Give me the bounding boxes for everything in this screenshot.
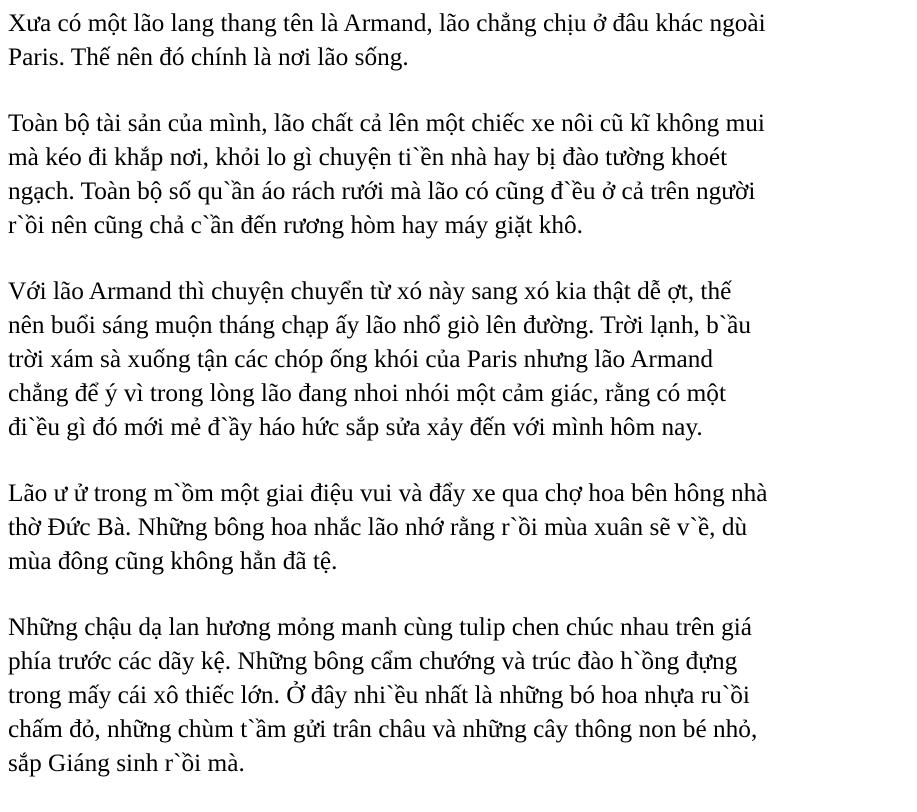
text-line: chẳng để ý vì trong lòng lão đang nhoi nhói một cảm giác, rằng có một <box>8 379 726 407</box>
text-line: thờ Đức Bà. Những bông hoa nhắc lão nhớ rằng r`ồi mùa xuân sẽ v`ề, dù <box>8 513 748 541</box>
text-line: nên buổi sáng muộn tháng chạp ấy lão nhổ giò lên đường. Trời lạnh, b`ầu <box>8 311 752 339</box>
text-line: Toàn bộ tài sản của mình, lão chất cả lên một chiếc xe nôi cũ kĩ không mui <box>8 109 765 137</box>
text-line: mùa đông cũng không hẳn đã tệ. <box>8 547 338 575</box>
text-line: trong mấy cái xô thiếc lớn. Ở đây nhi`ều nhất là những bó hoa nhựa ru`ồi <box>8 681 750 709</box>
text-line: r`ồi nên cũng chả c`ần đến rương hòm hay máy giặt khô. <box>8 211 584 239</box>
text-line: Những chậu dạ lan hương mỏng manh cùng tulip chen chúc nhau trên giá <box>8 613 752 641</box>
text-line: sắp Giáng sinh r`ồi mà. <box>8 749 245 777</box>
text-line: mà kéo đi khắp nơi, khỏi lo gì chuyện ti`ền nhà hay bị đào tường khoét <box>8 143 728 171</box>
paragraph-1 <box>8 6 913 74</box>
paragraph-3 <box>8 274 913 444</box>
text-line: chấm đỏ, những chùm t`ầm gửi trân châu và những cây thông non bé nhỏ, <box>8 715 758 743</box>
text-line: Lão ư ử trong m`ồm một giai điệu vui và đẩy xe qua chợ hoa bên hông nhà <box>8 479 768 507</box>
document-page <box>8 6 913 812</box>
paragraph-2 <box>8 106 913 242</box>
text-line: ngạch. Toàn bộ số qu`ần áo rách rưới mà lão có cũng đ`ều ở cả trên người <box>8 177 756 205</box>
text-line: đi`ều gì đó mới mẻ đ`ầy háo hức sắp sửa xảy đến với mình hôm nay. <box>8 413 703 441</box>
text-line: Với lão Armand thì chuyện chuyển từ xó này sang xó kia thật dễ ợt, thế <box>8 277 732 305</box>
text-line: Xưa có một lão lang thang tên là Armand, lão chẳng chịu ở đâu khác ngoài <box>8 9 766 37</box>
text-line: trời xám sà xuống tận các chóp ống khói của Paris nhưng lão Armand <box>8 345 714 373</box>
text-line: Paris. Thế nên đó chính là nơi lão sống. <box>8 43 409 71</box>
paragraph-5 <box>8 610 913 780</box>
text-line: phía trước các dãy kệ. Những bông cẩm chướng và trúc đào h`ồng đựng <box>8 647 738 675</box>
paragraph-4 <box>8 476 913 578</box>
